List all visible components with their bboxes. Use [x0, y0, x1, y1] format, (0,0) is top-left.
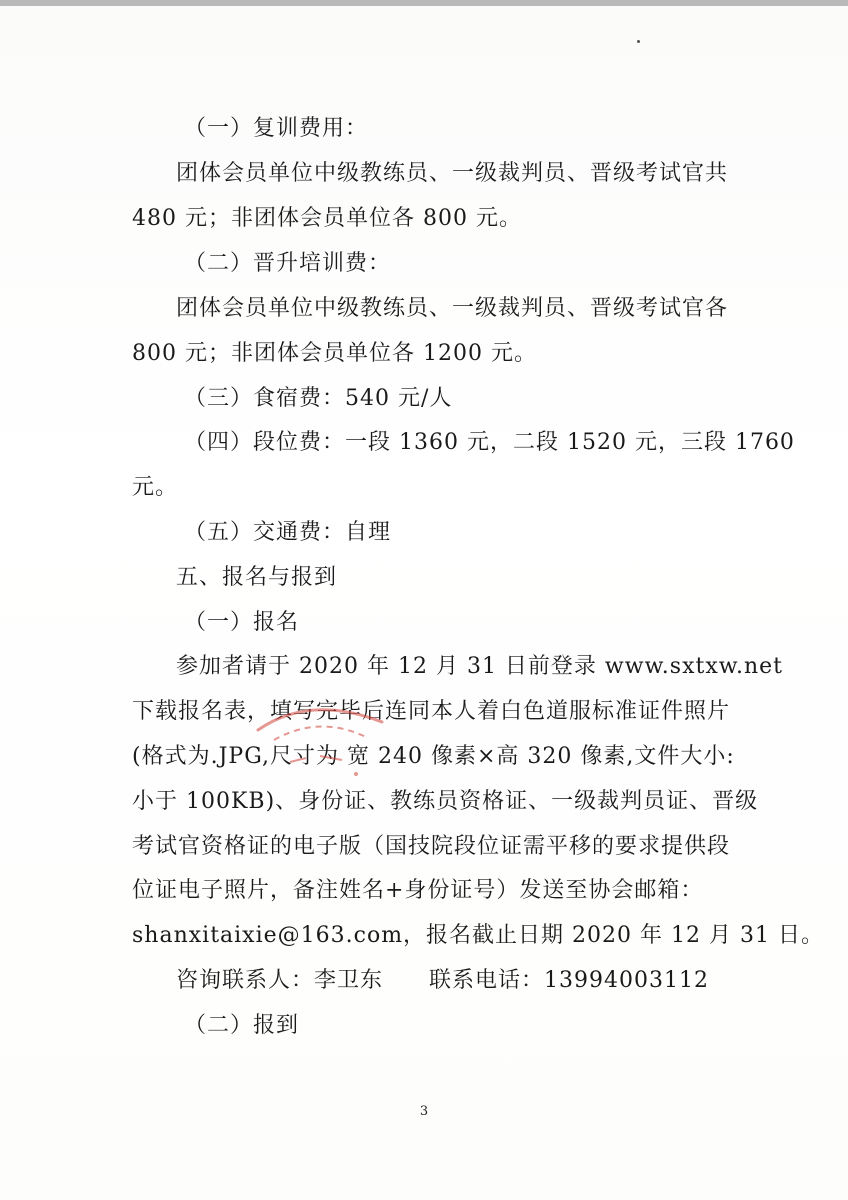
registration-text-3: (格式为.JPG,尺寸为 宽 240 像素×高 320 像素,文件大小:: [132, 744, 735, 769]
section-retraining-fee-heading: （一）复训费用：: [184, 116, 369, 141]
registration-text-1: 参加者请于 2020 年 12 月 31 日前登录 www.sxtxw.net: [176, 654, 783, 679]
scan-speck: [637, 40, 640, 43]
promotion-fee-text-1: 团体会员单位中级教练员、一级裁判员、晋级考试官各: [176, 296, 729, 321]
promotion-fee-text-2: 800 元；非团体会员单位各 1200 元。: [132, 341, 537, 366]
registration-text-4: 小于 100KB)、身份证、教练员资格证、一级裁判员证、晋级: [132, 789, 759, 814]
registration-text-7: shanxitaixie@163.com，报名截止日期 2020 年 12 月 31 日。: [132, 923, 824, 948]
contact-info: 咨询联系人：李卫东 联系电话：13994003112: [176, 968, 709, 993]
registration-text-2: 下载报名表，填写完毕后连同本人着白色道服标准证件照片: [132, 699, 731, 724]
retraining-fee-text-2: 480 元；非团体会员单位各 800 元。: [132, 206, 522, 231]
registration-text-5: 考试官资格证的电子版（国技院段位证需平移的要求提供段: [132, 834, 731, 859]
section-rank-fee-2: 元。: [132, 475, 179, 500]
scan-edge: [0, 0, 848, 6]
subsection-check-in: （二）报到: [184, 1013, 300, 1038]
section-transport-fee: （五）交通费：自理: [184, 520, 392, 545]
subsection-registration: （一）报名: [184, 610, 300, 635]
registration-text-6: 位证电子照片，备注姓名+身份证号）发送至协会邮箱：: [132, 878, 704, 903]
section-promotion-fee-heading: （二）晋升培训费：: [184, 251, 392, 276]
section-registration-heading: 五、报名与报到: [176, 565, 338, 590]
section-rank-fee-1: （四）段位费：一段 1360 元，二段 1520 元，三段 1760: [184, 430, 795, 455]
page-number: 3: [419, 1104, 429, 1119]
section-lodging-fee: （三）食宿费：540 元/人: [184, 386, 453, 411]
retraining-fee-text-1: 团体会员单位中级教练员、一级裁判员、晋级考试官共: [176, 161, 729, 186]
